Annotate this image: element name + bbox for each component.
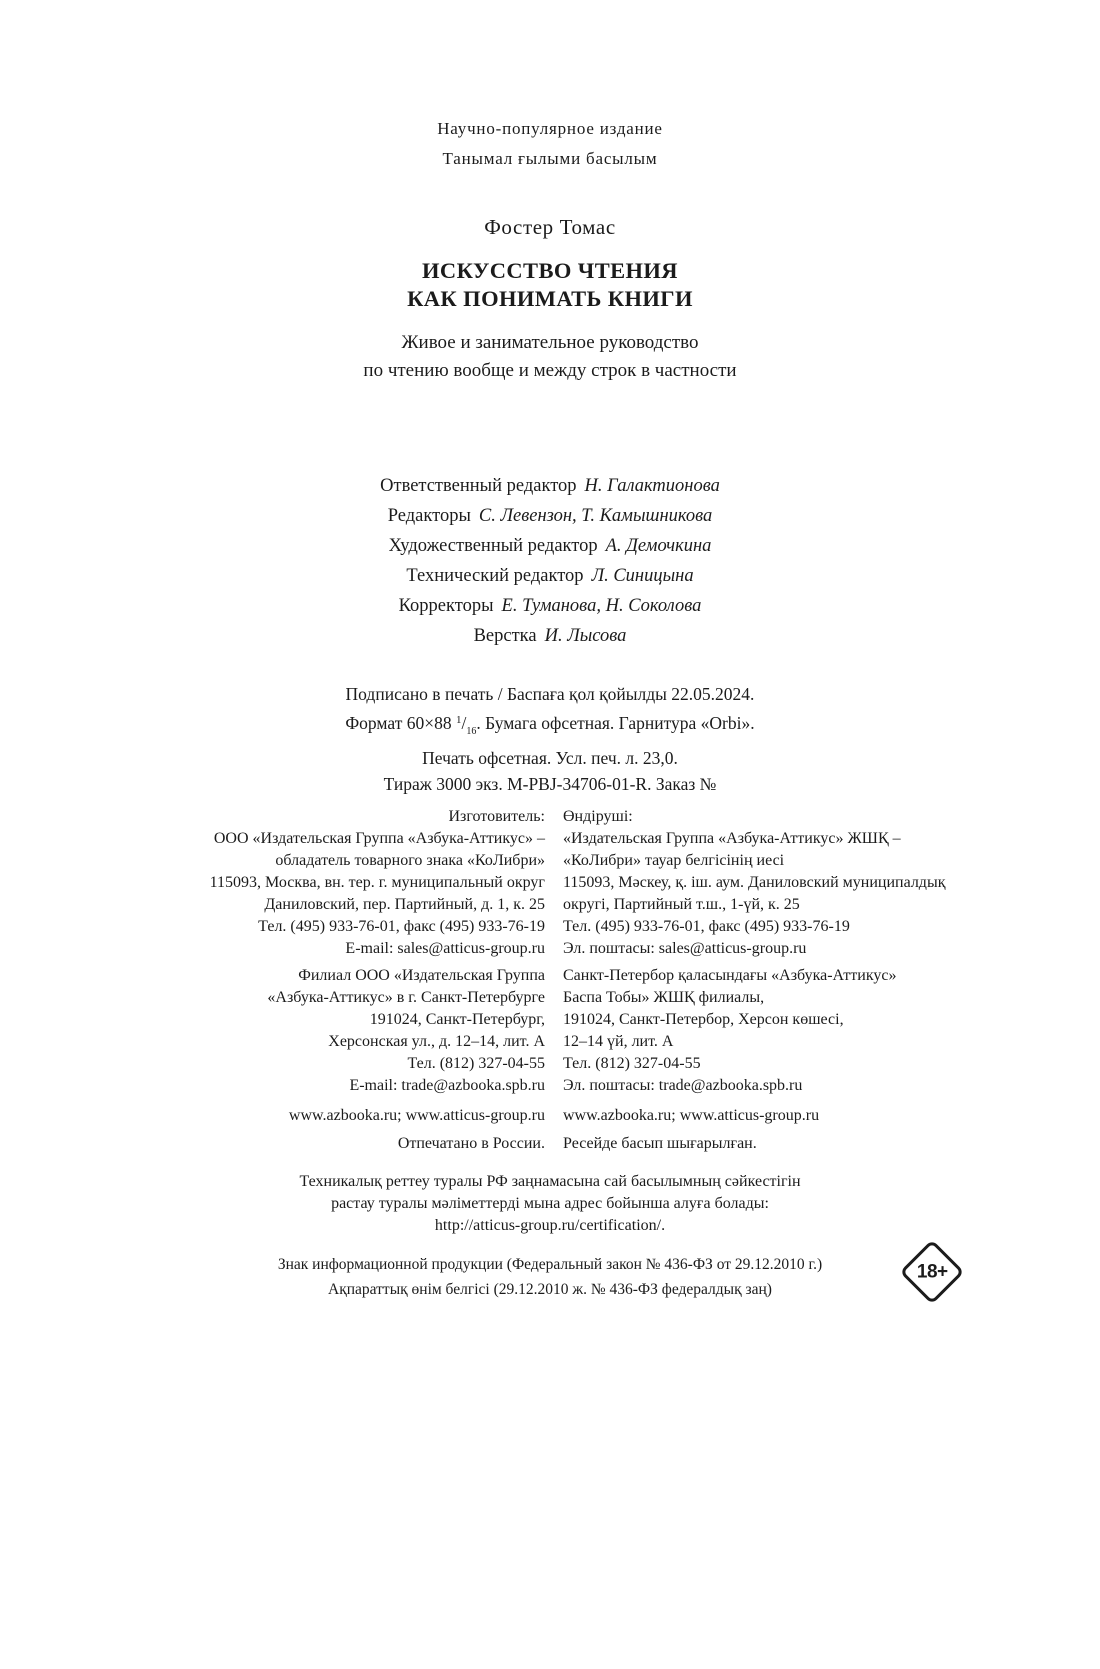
book-title-line-2: КАК ПОНИМАТЬ КНИГИ bbox=[407, 286, 693, 311]
edition-line-kk: Танымал ғылыми басылым bbox=[442, 149, 658, 168]
print-info-block bbox=[0, 681, 1100, 797]
branch-line: Санкт-Петербор қаласындағы «Азбука-Аттикус» bbox=[563, 967, 897, 984]
staff-role: Верстка bbox=[473, 626, 537, 646]
print-tirazh-line: Тираж 3000 экз. M-PBJ-34706-01-R. Заказ № bbox=[383, 774, 717, 794]
age-info-line-ru: Знак информационной продукции (Федеральный закон № 436-ФЗ от 29.12.2010 г.) bbox=[277, 1256, 823, 1273]
maker-block-ru bbox=[110, 806, 545, 960]
printed-in-line-ru: Отпечатано в России. bbox=[397, 1135, 545, 1152]
branch-line: Херсонская ул., д. 12–14, лит. А bbox=[328, 1033, 545, 1050]
branch-block-kk bbox=[563, 965, 1013, 1097]
format-numerator: 1 bbox=[455, 714, 462, 726]
maker-line: 115093, Мәскеу, қ. іш. аум. Даниловский муниципалдық bbox=[563, 874, 946, 891]
branch-email-line: E-mail: trade@azbooka.spb.ru bbox=[349, 1077, 545, 1094]
print-format-line bbox=[0, 707, 1100, 745]
staff-line-proofreaders bbox=[0, 591, 1100, 621]
branch-phone-line: Тел. (812) 327-04-55 bbox=[407, 1055, 545, 1072]
branch-email-line: Эл. поштасы: trade@azbooka.spb.ru bbox=[563, 1077, 803, 1094]
staff-line-editors bbox=[0, 501, 1100, 531]
staff-line-technical-editor bbox=[0, 561, 1100, 591]
book-subtitle bbox=[0, 329, 1100, 385]
maker-email-line: E-mail: sales@atticus-group.ru bbox=[345, 940, 545, 957]
websites-line-ru: www.azbooka.ru; www.atticus-group.ru bbox=[288, 1107, 545, 1124]
format-slash: / bbox=[461, 713, 467, 733]
maker-line: Изготовитель: bbox=[448, 808, 545, 825]
branch-line: 191024, Санкт-Петербург, bbox=[369, 1011, 545, 1028]
staff-line-layout bbox=[0, 621, 1100, 651]
staff-block bbox=[0, 471, 1100, 651]
edition-block bbox=[0, 114, 1100, 174]
maker-line: 115093, Москва, вн. тер. г. муниципальный округ bbox=[209, 874, 545, 891]
certification-line-2: растау туралы мәліметтерді мына адрес бойынша алуға болады: bbox=[331, 1195, 769, 1212]
book-subtitle-line-2: по чтению вообще и между строк в частности bbox=[363, 360, 737, 381]
staff-names: Л. Синицына bbox=[591, 566, 694, 586]
staff-names: Н. Галактионова bbox=[584, 476, 720, 496]
maker-line: ООО «Издательская Группа «Азбука-Аттикус» – bbox=[213, 830, 545, 847]
edition-line-ru: Научно-популярное издание bbox=[437, 119, 663, 138]
book-subtitle-line-1: Живое и занимательное руководство bbox=[401, 332, 699, 353]
branch-line: 12–14 үй, лит. А bbox=[563, 1033, 674, 1050]
format-suffix: . Бумага офсетная. Гарнитура «Orbi». bbox=[476, 713, 755, 733]
format-denominator: 16 bbox=[466, 726, 477, 737]
certification-url: http://atticus-group.ru/certification/. bbox=[434, 1217, 666, 1234]
maker-line: «КоЛибри» тауар белгісінің иесі bbox=[563, 852, 785, 869]
staff-line-art-editor bbox=[0, 531, 1100, 561]
print-printing-line: Печать офсетная. Усл. печ. л. 23,0. bbox=[422, 748, 678, 768]
maker-block-kk bbox=[563, 806, 1013, 960]
maker-email-line: Эл. поштасы: sales@atticus-group.ru bbox=[563, 940, 807, 957]
maker-line: обладатель товарного знака «КоЛибри» bbox=[275, 852, 545, 869]
print-signed-line: Подписано в печать / Баспаға қол қойылды 22.05.2024. bbox=[345, 684, 755, 704]
book-title-line-1: ИСКУССТВО ЧТЕНИЯ bbox=[422, 258, 678, 283]
publisher-column-kk bbox=[563, 806, 1013, 1155]
printed-in-line-kk: Ресейде басып шығарылған. bbox=[563, 1135, 757, 1152]
staff-role: Технический редактор bbox=[406, 566, 584, 586]
staff-role: Ответственный редактор bbox=[380, 476, 577, 496]
format-prefix: Формат 60×88 bbox=[345, 713, 456, 733]
maker-line: округі, Партийный т.ш., 1-үй, к. 25 bbox=[563, 896, 800, 913]
certification-block bbox=[0, 1171, 1100, 1237]
branch-line: Баспа Тобы» ЖШҚ филиалы, bbox=[563, 989, 765, 1006]
maker-line: Өндіруші: bbox=[563, 808, 633, 825]
branch-block-ru bbox=[110, 965, 545, 1097]
websites-line-kk: www.azbooka.ru; www.atticus-group.ru bbox=[563, 1107, 820, 1124]
maker-phone-line: Тел. (495) 933-76-01, факс (495) 933-76-19 bbox=[258, 918, 545, 935]
age-badge-label: 18+ bbox=[916, 1260, 948, 1282]
branch-line: «Азбука-Аттикус» в г. Санкт-Петербурге bbox=[267, 989, 545, 1006]
staff-line-chief-editor bbox=[0, 471, 1100, 501]
publisher-columns bbox=[0, 806, 1100, 1155]
author-name: Фостер Томас bbox=[484, 215, 616, 239]
staff-role: Художественный редактор bbox=[388, 536, 598, 556]
maker-line: «Издательская Группа «Азбука-Аттикус» ЖШҚ – bbox=[563, 830, 901, 847]
staff-role: Корректоры bbox=[398, 596, 494, 616]
publisher-column-ru bbox=[110, 806, 545, 1155]
branch-phone-line: Тел. (812) 327-04-55 bbox=[563, 1055, 701, 1072]
certification-line-1: Техникалық реттеу туралы РФ заңнамасына сай басылымның сәйкестігін bbox=[299, 1173, 801, 1190]
staff-names: С. Левензон, Т. Камышникова bbox=[478, 506, 713, 526]
age-info-line-kk: Ақпараттық өнім белгісі (29.12.2010 ж. № 436-ФЗ федералдық заң) bbox=[328, 1281, 772, 1298]
staff-names: А. Демочкина bbox=[605, 536, 712, 556]
book-title bbox=[0, 257, 1100, 313]
staff-role: Редакторы bbox=[387, 506, 471, 526]
staff-names: Е. Туманова, Н. Соколова bbox=[501, 596, 702, 616]
staff-names: И. Лысова bbox=[544, 626, 627, 646]
branch-line: Филиал ООО «Издательская Группа bbox=[298, 967, 545, 984]
branch-line: 191024, Санкт-Петербор, Херсон көшесі, bbox=[563, 1011, 844, 1028]
maker-line: Даниловский, пер. Партийный, д. 1, к. 25 bbox=[264, 896, 545, 913]
maker-phone-line: Тел. (495) 933-76-01, факс (495) 933-76-19 bbox=[563, 918, 850, 935]
